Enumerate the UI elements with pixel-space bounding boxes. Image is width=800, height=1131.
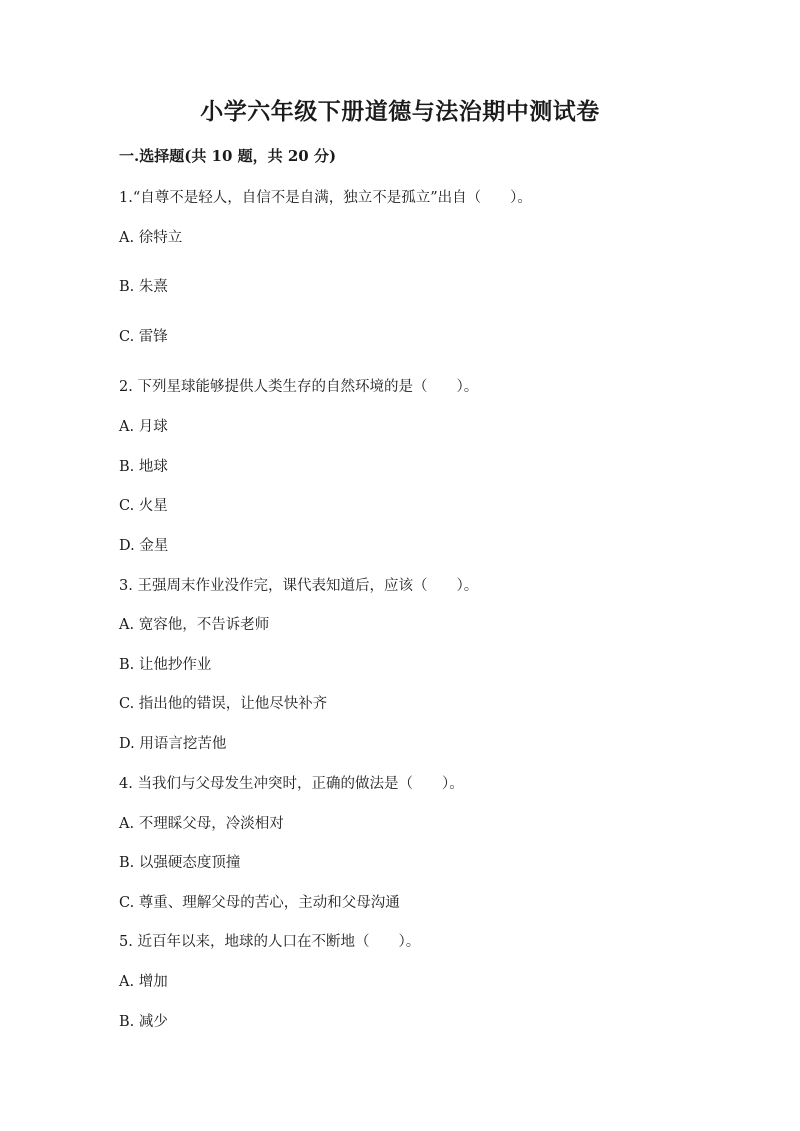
question-4-option-c: C. 尊重、理解父母的苦心，主动和父母沟通 bbox=[119, 895, 400, 911]
exam-title: 小学六年级下册道德与法治期中测试卷 bbox=[200, 98, 600, 125]
question-2-option-a: A. 月球 bbox=[119, 419, 168, 435]
question-1-option-b: B. 朱熹 bbox=[119, 279, 168, 295]
question-1-option-a: A. 徐特立 bbox=[119, 230, 183, 246]
question-2-option-d: D. 金星 bbox=[119, 538, 169, 554]
question-1-option-c: C. 雷锋 bbox=[119, 329, 168, 345]
question-5-option-b: B. 减少 bbox=[119, 1014, 168, 1030]
question-3-option-c: C. 指出他的错误，让他尽快补齐 bbox=[119, 696, 328, 712]
section-heading: 一.选择题(共 10 题，共 20 分) bbox=[119, 147, 337, 165]
question-3-option-b: B. 让他抄作业 bbox=[119, 657, 212, 673]
question-4-option-a: A. 不理睬父母，冷淡相对 bbox=[119, 816, 284, 832]
question-4-stem: 4. 当我们与父母发生冲突时，正确的做法是（ ）。 bbox=[119, 776, 464, 792]
question-5-stem: 5. 近百年以来，地球的人口在不断地（ ）。 bbox=[119, 934, 421, 950]
question-4-option-b: B. 以强硬态度顶撞 bbox=[119, 855, 241, 871]
question-3-stem: 3. 王强周末作业没作完，课代表知道后，应该（ ）。 bbox=[119, 578, 479, 594]
question-3-option-a: A. 宽容他，不告诉老师 bbox=[119, 617, 270, 633]
question-2-option-c: C. 火星 bbox=[119, 498, 168, 514]
question-2-option-b: B. 地球 bbox=[119, 459, 168, 475]
question-2-stem: 2. 下列星球能够提供人类生存的自然环境的是（ ）。 bbox=[119, 379, 479, 395]
question-5-option-a: A. 增加 bbox=[119, 974, 168, 990]
question-3-option-d: D. 用语言挖苦他 bbox=[119, 736, 227, 752]
question-1-stem: 1.“自尊不是轻人，自信不是自满，独立不是孤立”出自（ ）。 bbox=[119, 190, 532, 206]
